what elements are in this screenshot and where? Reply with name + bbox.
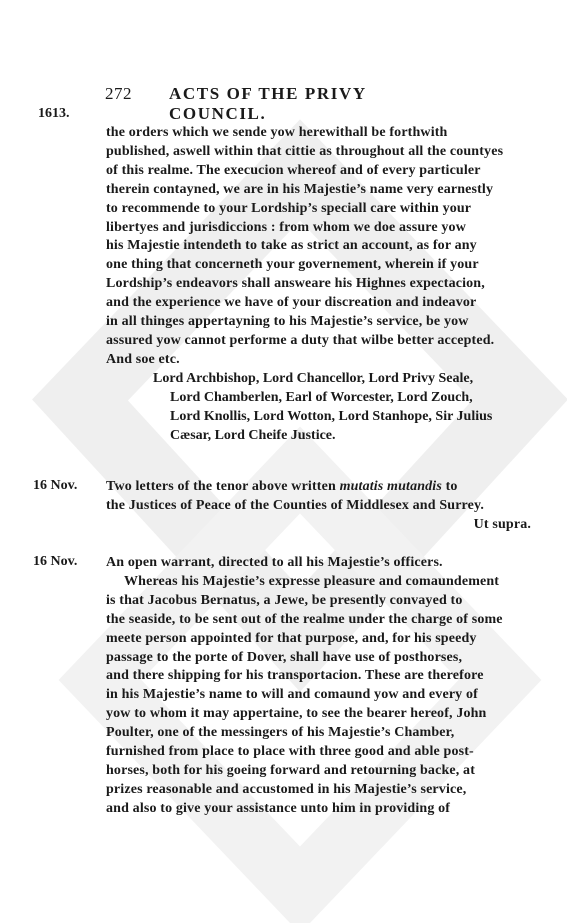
text-line: assured yow cannot performe a duty that wilbe better accepted.: [106, 332, 495, 348]
text-line: Whereas his Majestie’s expresse pleasure and comaundement: [124, 573, 500, 589]
text-line: of this realme. The execucion whereof and of every particuler: [106, 162, 481, 178]
text-line: And soe etc.: [106, 351, 180, 367]
text-line: in his Majestie’s name to will and comaund yow and every of: [106, 687, 478, 703]
text-line: passage to the porte of Dover, shall have use of posthorses,: [106, 649, 463, 665]
text-line: meete person appointed for that purpose, and, for his speedy: [106, 630, 477, 646]
page-number: 272: [105, 84, 132, 103]
signer-line: Cæsar, Lord Cheife Justice.: [170, 427, 336, 443]
running-title: ACTS OF THE PRIVY COUNCIL.: [169, 84, 367, 123]
letter-body: [106, 124, 531, 370]
text-line: [106, 478, 531, 497]
entry-warrant: [106, 554, 531, 819]
signer-line: Lord Archbishop, Lord Chancellor, Lord Privy Seale,: [153, 371, 474, 386]
text-line: the orders which we sende yow herewithall be forthwith: [106, 125, 448, 140]
text-line: to recommende to your Lordship’s speciall care within your: [106, 200, 472, 216]
text-fragment: to: [441, 479, 458, 494]
text-line: and also to give your assistance unto him in providing of: [106, 800, 451, 816]
text-line: his Majestie intendeth to take as strict an account, as for any: [106, 238, 477, 254]
text-line: therein contayned, we are in his Majestie’s name very earnestly: [106, 181, 494, 197]
entry-letters: [106, 478, 531, 535]
running-header: [105, 84, 465, 123]
entry-date: 16 Nov.: [33, 478, 78, 493]
text-fragment: Two letters of the tenor above written: [106, 479, 340, 494]
text-line: and there shipping for his transportacion. These are therefore: [106, 668, 484, 684]
text-line: is that Jacobus Bernatus, a Jewe, be presently convayed to: [106, 592, 463, 608]
text-line: An open warrant, directed to all his Majestie’s officers.: [106, 555, 443, 570]
text-line: horses, both for his goeing forward and retourning backe, at: [106, 762, 476, 778]
text-line: in all thinges appertayning to his Majestie’s service, be yow: [106, 314, 469, 330]
signer-line: Lord Knollis, Lord Wotton, Lord Stanhope, Sir Julius: [170, 408, 493, 424]
text-line: one thing that concerneth your governement, wherein if your: [106, 257, 479, 273]
text-line: and the experience we have of your discreation and indeavor: [106, 295, 477, 311]
closing-note: Ut supra.: [473, 516, 531, 532]
signer-line: Lord Chamberlen, Earl of Worcester, Lord Zouch,: [170, 389, 473, 405]
margin-year: 1613.: [38, 106, 70, 121]
text-line: libertyes and jurisdiccions : from whom we doe assure yow: [106, 219, 466, 235]
entry-date: 16 Nov.: [33, 554, 78, 569]
text-line: Lordship’s endeavors shall answeare his Highnes expectacion,: [106, 276, 485, 292]
text-line: published, aswell within that cittie as throughout all the countyes: [106, 143, 504, 159]
text-line: yow to whom it may appertaine, to see the bearer hereof, John: [106, 706, 487, 722]
text-line: the Justices of Peace of the Counties of Middlesex and Surrey.: [106, 497, 485, 513]
text-line: furnished from place to place with three good and able post-: [106, 744, 474, 760]
text-line: Poulter, one of the messingers of his Majestie’s Chamber,: [106, 725, 455, 741]
latin-phrase: mutatis mutandis: [339, 479, 442, 494]
signatories: [106, 370, 531, 446]
text-line: prizes reasonable and accustomed in his Majestie’s service,: [106, 781, 467, 797]
text-line: the seaside, to be sent out of the realme under the charge of some: [106, 611, 503, 627]
